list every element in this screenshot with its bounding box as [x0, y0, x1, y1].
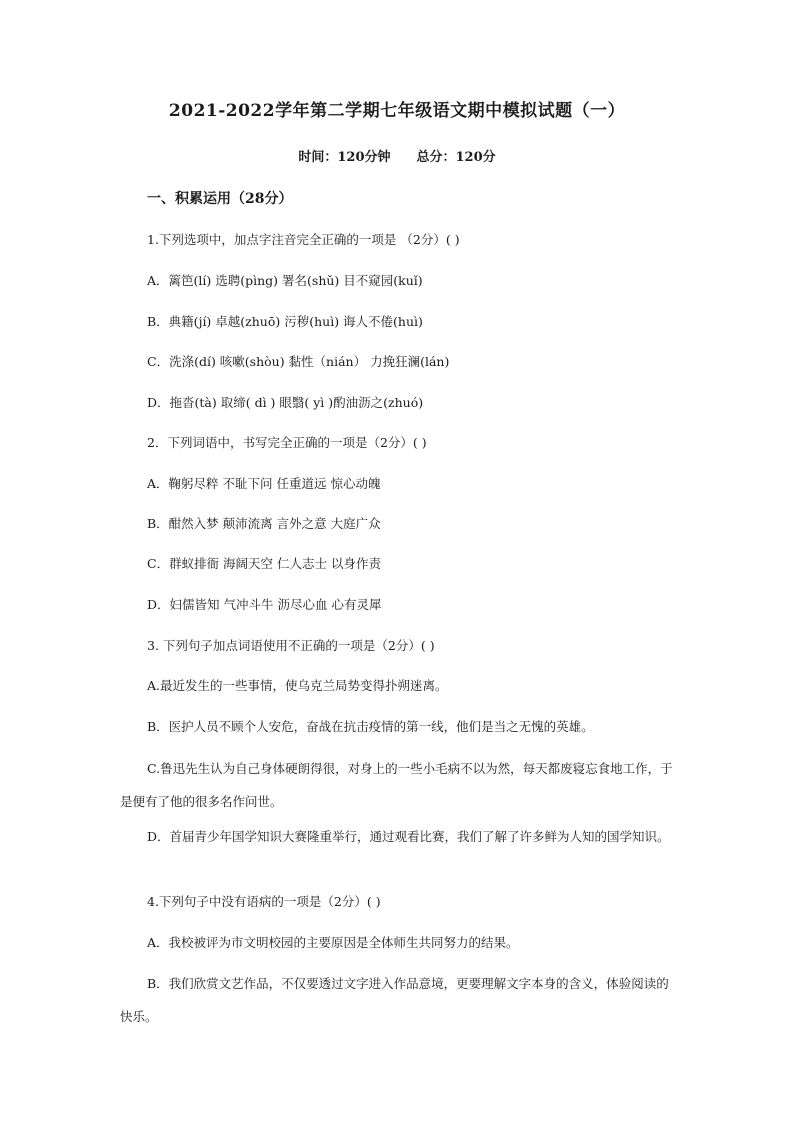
- question-3-option-b: B．医护人员不顾个人安危，奋战在抗击疫情的第一线，他们是当之无愧的英雄。: [147, 719, 594, 734]
- question-4-option-a: A．我校被评为市文明校园的主要原因是全体师生共同努力的结果。: [147, 935, 519, 950]
- section-heading: 一、积累运用（28分）: [147, 191, 293, 207]
- question-2-option-b: B．酣然入梦 颠沛流离 言外之意 大庭广众: [147, 516, 381, 531]
- question-1-option-c: C．洗涤(dí) 咳嗽(shòu) 黏性（nián） 力挽狂澜(lán): [147, 354, 450, 369]
- exam-score: 总分：120分: [416, 150, 496, 165]
- question-4-stem: 4.下列句子中没有语病的一项是（2分）( ): [147, 894, 381, 909]
- question-3-stem: 3. 下列句子加点词语使用不正确的一项是（2分）( ): [147, 638, 435, 653]
- question-3-option-c: C.鲁迅先生认为自己身体硬朗得很，对身上的一些小毛病不以为然，每天都废寝忘食地工作，于是便有了他的很多名作问世。: [120, 761, 673, 809]
- question-3-option-a: A.最近发生的一些事情，使乌克兰局势变得扑朔迷离。: [147, 678, 448, 693]
- question-1-option-a: A．篱笆(lí) 选聘(pìng) 署名(shǔ) 目不窥园(kuǐ): [147, 273, 423, 288]
- exam-time: 时间：120分钟: [298, 150, 391, 165]
- question-3-option-d: D．首届青少年国学知识大赛隆重举行，通过观看比赛，我们了解了许多鲜为人知的国学知识。: [147, 829, 670, 844]
- question-2-stem: 2．下列词语中，书写完全正确的一项是（2分）( ): [147, 435, 427, 450]
- question-1-option-d: D．拖沓(tà) 取缔( dì ) 眼翳( yì )酌油沥之(zhuó): [147, 395, 424, 410]
- question-2-option-d: D．妇儒皆知 气冲斗牛 沥尽心血 心有灵犀: [147, 597, 382, 612]
- question-1-option-b: B．典籍(jí) 卓越(zhuō) 污秽(huì) 诲人不倦(huì): [147, 314, 423, 329]
- exam-title: 2021-2022学年第二学期七年级语文期中模拟试题（一）: [168, 101, 626, 121]
- question-1-stem: 1.下列选项中，加点字注音完全正确的一项是 （2分）( ): [147, 232, 460, 247]
- exam-meta: [0, 146, 794, 165]
- question-2-option-a: A．鞠躬尽粹 不耻下问 任重道远 惊心动魄: [147, 476, 381, 491]
- question-4-option-b: B．我们欣赏文艺作品，不仅要透过文字进入作品意境，更要理解文字本身的含义，体验阅读的快乐。: [120, 976, 669, 1024]
- question-2-option-c: C．群蚁排衙 海阔天空 仁人志士 以身作责: [147, 556, 381, 571]
